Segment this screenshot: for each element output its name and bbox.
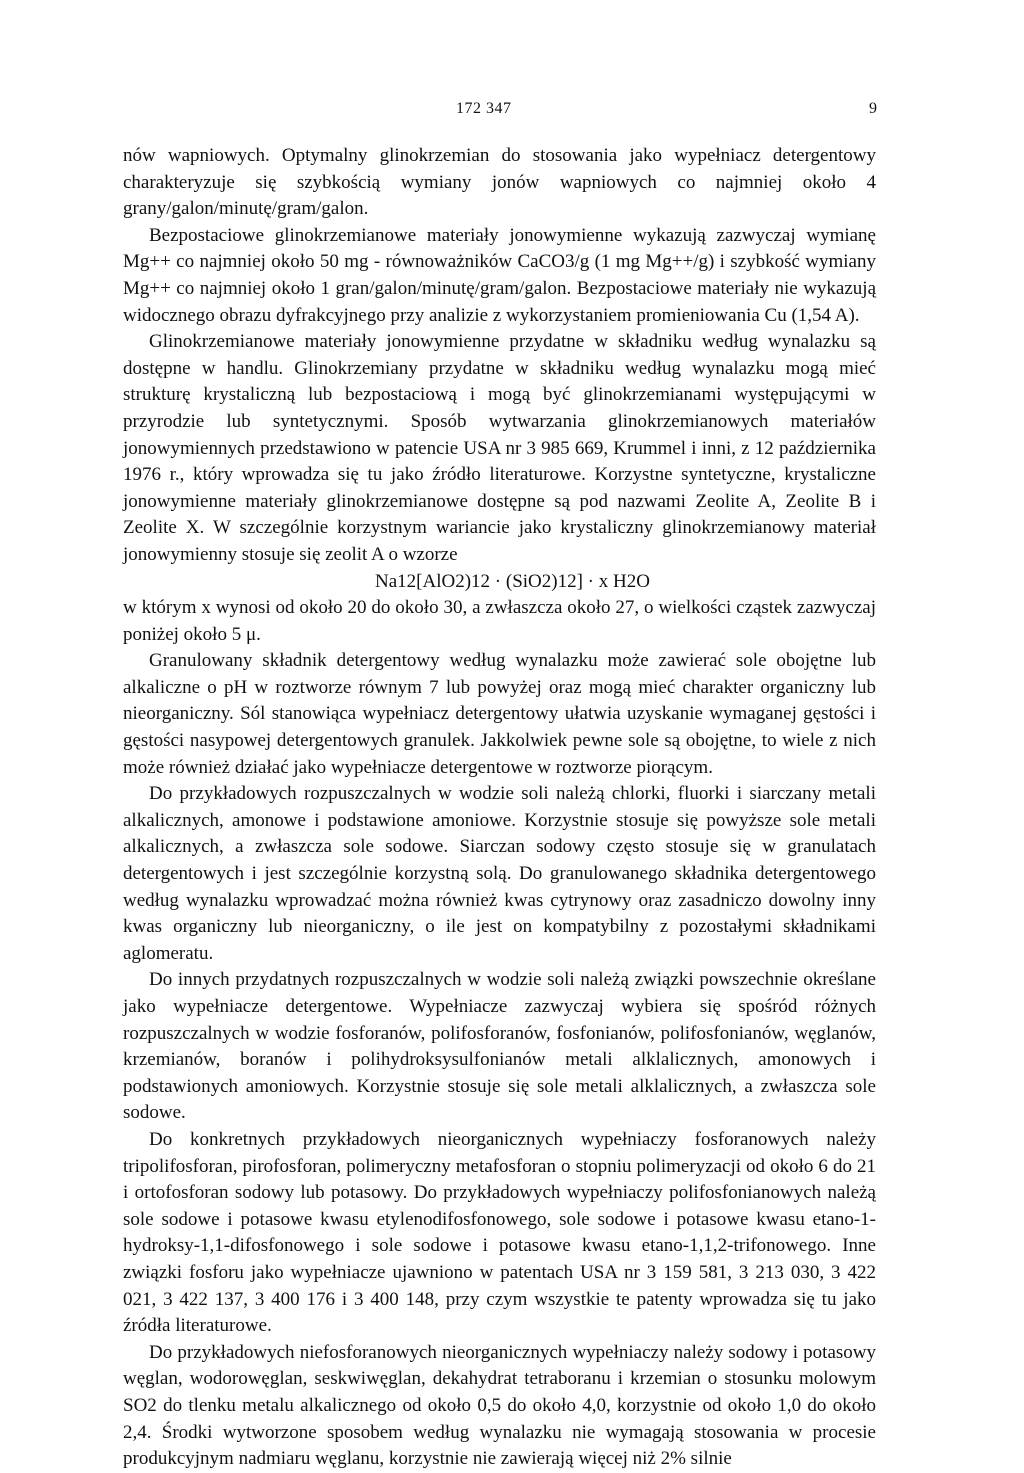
paragraph: Do przykładowych rozpuszczalnych w wodzie soli należą chlorki, fluorki i siarczany metali alkalicznych, amonowe i podstawione amoniowe. Korzystnie stosuje się powyższe sole metali alkalicznych, a zwłaszcza sole sodowe. Siarczan sodowy często stosuje się w granulatach detergentowych i jest szczególnie korzystną solą. Do granulowanego składnika detergentowego według wynalazku wprowadzać można również kwas cytrynowy oraz zasadniczo dowolny inny kwas organiczny lub nieorganiczny, o ile jest on kompatybilny z pozostałymi składnikami aglomeratu. (123, 783, 876, 964)
paragraph: Glinokrzemianowe materiały jonowymienne przydatne w składniku według wynalazku są dostępne w handlu. Glinokrzemiany przydatne w składniku według wynalazku mogą mieć strukturę krystaliczną lub bezpostaciową i mogą być glinokrzemianami występującymi w przyrodzie lub syntetycznymi. Sposób wytwarzania glinokrzemianowych materiałów jonowymiennych przedstawiono w patencie USA nr 3 985 669, Krummel i inni, z 12 października 1976 r., który wprowadza się tu jako źródło literaturowe. Korzystne syntetyczne, krystaliczne jonowymienne materiały glinokrzemianowe dostępne są pod nazwami Zeolite A, Zeolite B i Zeolite X. W szczególnie korzystnym wariancie jako krystaliczny glinokrzemianowy materiał jonowymienny stosuje się zeolit A o wzorze (123, 331, 876, 565)
paragraph: Do innych przydatnych rozpuszczalnych w wodzie soli należą związki powszechnie określane jako wypełniacze detergentowe. Wypełniacze zazwyczaj wybiera się spośród różnych rozpuszczalnych w wodzie fosforanów, polifosforanów, fosfonianów, polifosfonianów, węglanów, krzemianów, boranów i polihydroksysulfonianów metali alklalicznych, amonowych i podstawionych amoniowych. Korzystnie stosuje się sole metali alklalicznych, a zwłaszcza sole sodowe. (123, 969, 876, 1124)
page-number: 9 (869, 100, 877, 117)
document-number: 172 347 (456, 100, 512, 117)
chemical-formula: Na12[AlO2)12 · (SiO2)12] · x H2O (375, 570, 650, 592)
paragraph: Do konkretnych przykładowych nieorganicznych wypełniaczy fosforanowych należy tripolifosforan, pirofosforan, polimeryczny metafosforan o stopniu polimeryzacji od około 6 do 21 i ortofosforan sodowy lub potasowy. Do przykładowych wypełniaczy polifosfonianowych należą sole sodowe i potasowe kwasu etylenodifosfonowego, sole sodowe i potasowe kwasu etano-1-hydroksy-1,1-difosfonowego i sole sodowe i potasowe kwasu etano-1,1,2-trifonowego. Inne związki fosforu jako wypełniacze ujawniono w patentach USA nr 3 159 581, 3 213 030, 3 422 021, 3 422 137, 3 400 176 i 3 400 148, przy czym wszystkie te patenty wprowadza się tu jako źródła literaturowe. (123, 1128, 876, 1337)
paragraph: w którym x wynosi od około 20 do około 30, a zwłaszcza około 27, o wielkości cząstek zazwyczaj poniżej około 5 μ. (123, 597, 876, 645)
paragraph: Do przykładowych niefosforanowych nieorganicznych wypełniaczy należy sodowy i potasowy węglan, wodorowęglan, seskwiwęglan, dekahydrat tetraboranu i krzemian o stosunku molowym SO2 do tlenku metalu alkalicznego od około 0,5 do około 4,0, korzystnie od około 1,0 do około 2,4. Środki wytworzone sposobem według wynalazku nie wymagają stosowania w procesie produkcyjnym nadmiaru węglanu, korzystnie nie zawierają więcej niż 2% silnie (123, 1341, 876, 1470)
body-text (123, 143, 876, 1473)
paragraph: nów wapniowych. Optymalny glinokrzemian do stosowania jako wypełniacz detergentowy charakteryzuje się szybkością wymiany jonów wapniowych co najmniej około 4 grany/galon/minutę/gram/galon. (123, 145, 876, 220)
paragraph: Bezpostaciowe glinokrzemianowe materiały jonowymienne wykazują zazwyczaj wymianę Mg++ co najmniej około 50 mg - równoważników CaCO3/g (1 mg Mg++/g) i szybkość wymiany Mg++ co najmniej około 1 gran/galon/minutę/gram/galon. Bezpostaciowe materiały nie wykazują widocznego obrazu dyfrakcyjnego przy analizie z wykorzystaniem promieniowania Cu (1,54 A). (123, 224, 876, 326)
paragraph: Granulowany składnik detergentowy według wynalazku może zawierać sole obojętne lub alkaliczne o pH w roztworze równym 7 lub powyżej oraz mogą mieć charakter organiczny lub nieorganiczny. Sól stanowiąca wypełniacz detergentowy ułatwia uzyskanie wymaganej gęstości i gęstości nasypowej detergentowych granulek. Jakkolwiek pewne sole są obojętne, to wiele z nich może również działać jako wypełniacze detergentowe w roztworze piorącym. (123, 650, 876, 778)
